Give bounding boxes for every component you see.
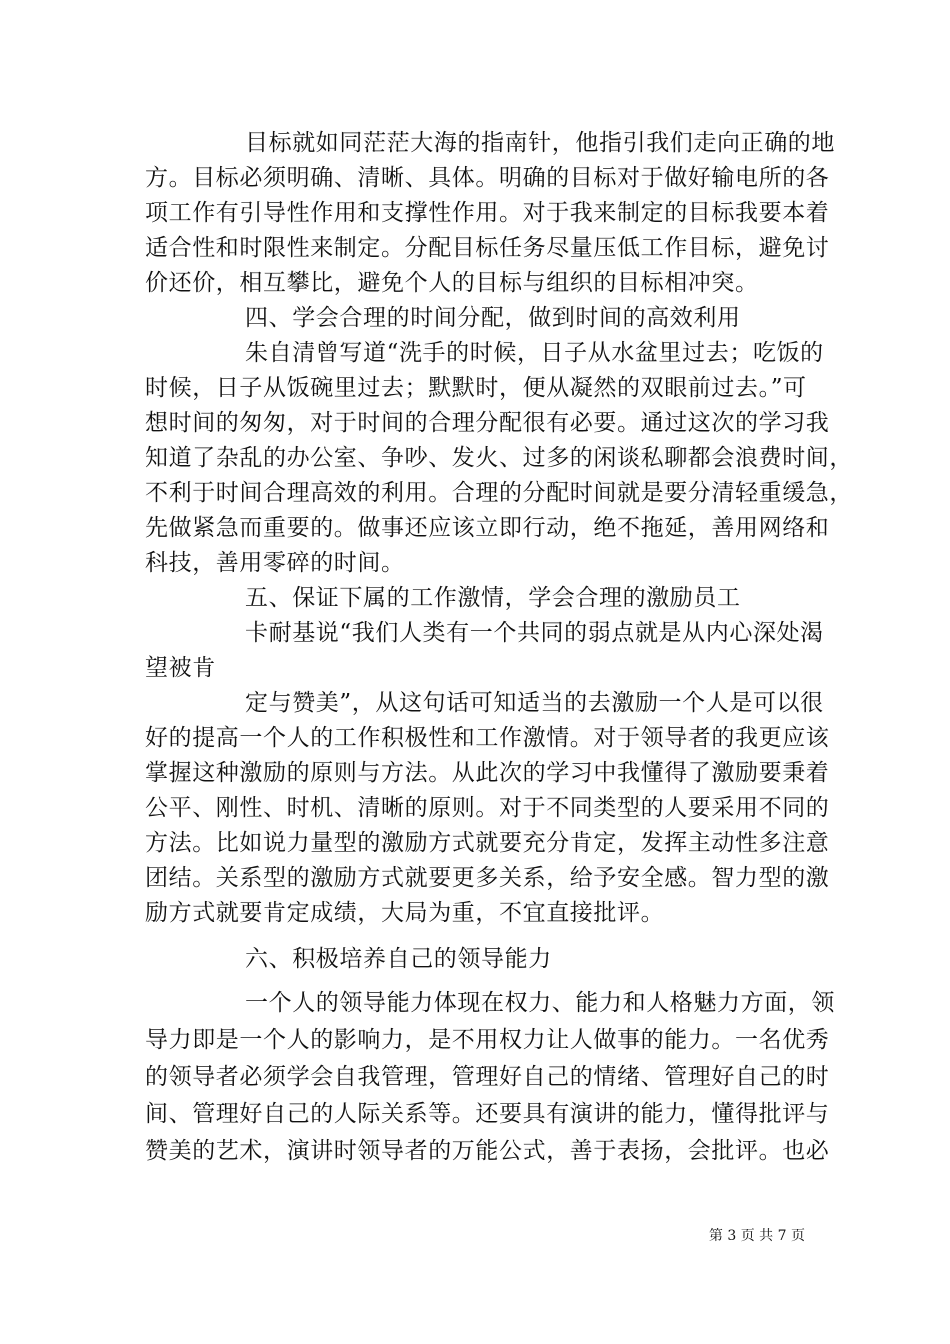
text-line: 知道了杂乱的办公室、争吵、发火、过多的闲谈私聊都会浪费时间，: [145, 445, 853, 471]
text-line: 卡耐基说“我们人类有一个共同的弱点就是从内心深处渴: [245, 620, 824, 646]
text-line: 价还价，相互攀比，避免个人的目标与组织的目标相冲突。: [145, 270, 759, 296]
section-heading: 五、保证下属的工作激情，学会合理的激励员工: [245, 585, 741, 611]
text-line: 先做紧急而重要的。做事还应该立即行动，绝不拖延，善用网络和: [145, 515, 830, 541]
section-heading: 四、学会合理的时间分配，做到时间的高效利用: [245, 305, 741, 331]
text-line: 适合性和时限性来制定。分配目标任务尽量压低工作目标，避免讨: [145, 235, 830, 261]
text-line: 的领导者必须学会自我管理，管理好自己的情绪、管理好自己的时: [145, 1064, 830, 1090]
text-line: 公平、刚性、时机、清晰的原则。对于不同类型的人要采用不同的: [145, 795, 830, 821]
text-line: 朱自清曾写道“洗手的时候，日子从水盆里过去；吃饭的: [245, 340, 824, 366]
text-line: 想时间的匆匆，对于时间的合理分配很有必要。通过这次的学习我: [145, 410, 830, 436]
text-line: 赞美的艺术，演讲时领导者的万能公式，善于表扬，会批评。也必: [145, 1138, 830, 1164]
text-line: 定与赞美”，从这句话可知适当的去激励一个人是可以很: [245, 690, 824, 716]
text-line: 项工作有引导性作用和支撑性作用。对于我来制定的目标我要本着: [145, 200, 830, 226]
text-line: 不利于时间合理高效的利用。合理的分配时间就是要分清轻重缓急，: [145, 480, 853, 506]
text-line: 方。目标必须明确、清晰、具体。明确的目标对于做好输电所的各: [145, 165, 830, 191]
text-line: 望被肯: [145, 655, 216, 681]
text-line: 励方式就要肯定成绩，大局为重，不宜直接批评。: [145, 900, 665, 926]
text-line: 时候，日子从饭碗里过去；默默时，便从凝然的双眼前过去。”可: [145, 375, 807, 401]
text-line: 一个人的领导能力体现在权力、能力和人格魅力方面，领: [245, 990, 835, 1016]
section-heading: 六、积极培养自己的领导能力: [245, 946, 552, 972]
text-line: 团结。关系型的激励方式就要更多关系，给予安全感。智力型的激: [145, 865, 830, 891]
text-line: 科技，善用零碎的时间。: [145, 550, 405, 576]
text-line: 间、管理好自己的人际关系等。还要具有演讲的能力，懂得批评与: [145, 1101, 830, 1127]
text-line: 导力即是一个人的影响力，是不用权力让人做事的能力。一名优秀: [145, 1027, 830, 1053]
page-number: 第 3 页 共 7 页: [708, 1228, 805, 1244]
text-line: 方法。比如说力量型的激励方式就要充分肯定，发挥主动性多注意: [145, 830, 830, 856]
text-line: 掌握这种激励的原则与方法。从此次的学习中我懂得了激励要秉着: [145, 760, 830, 786]
text-line: 好的提高一个人的工作积极性和工作激情。对于领导者的我更应该: [145, 725, 830, 751]
text-line: 目标就如同茫茫大海的指南针，他指引我们走向正确的地: [245, 130, 835, 156]
